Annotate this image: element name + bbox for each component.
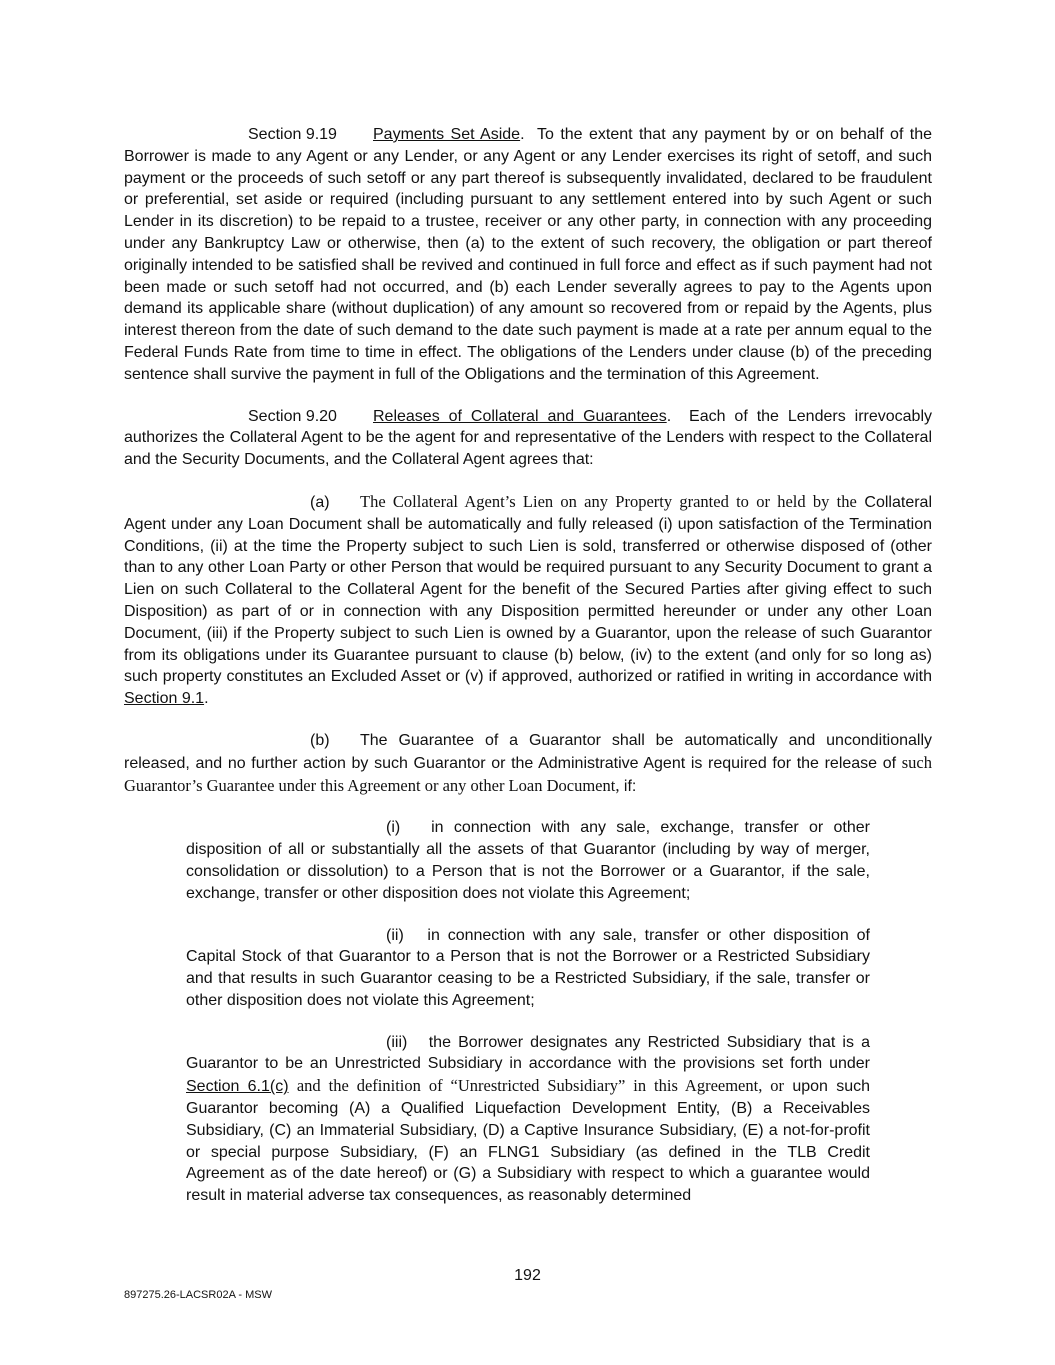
section-number: Section 9.20	[248, 407, 337, 425]
item-text-continued: upon such Guarantor becoming (A) a Qualified Liquefaction Development Entity, (B) a Receivables Subsidiary, (C) an Immaterial Subsidiary, (D) a Captive Insurance Subsidiary, (E) a not-for-profit or special purpose Subsidiary, (F) an FLNG1 Subsidiary (as defined in the TLB Credit Agreement as of the date hereof) or (G) a Subsidiary with respect to which a guarantee would result in material adverse tax consequences, as reasonably determined	[186, 1078, 870, 1205]
item-serif-text: and the definition of “Unrestricted Subsidiary” in this Agreement, or	[296, 1076, 785, 1096]
clause-text: The Guarantee of a Guarantor shall be automatically and unconditionally released, and no further action by such Guarantor or the Administrative Agent is required for the release of	[124, 731, 932, 772]
section-title: Releases of Collateral and Guarantees	[373, 407, 667, 425]
section-9-19-paragraph: Section 9.19 Payments Set Aside. To the extent that any payment by or on behalf of the Borrower is made to any Agent or any Lender, or any Agent or any Lender exercises its right of setoff, and such payment or the proceeds of such setoff or any part thereof is subsequently invalidated, declared to be fraudulent or preferential, set aside or required (including pursuant to any settlement entered into by such Agent or such Lender in its discretion) to be repaid to a trustee, receiver or any other party, in connection with any proceeding under any Bankruptcy Law or otherwise, then (a) to the extent of such recovery, the obligation or part thereof originally intended to be satisfied shall be revived and continued in full force and effect as if such payment had not been made or such setoff had not occurred, and (b) each Lender severally agrees to pay to the Agents upon demand its applicable share (without duplication) of any amount so recovered from or repaid by the Agents, plus interest thereon from the date of such demand to the date such payment is made at a rate per annum equal to the Federal Funds Rate from time to time in effect. The obligations of the Lenders under clause (b) of the preceding sentence shall survive the payment in full of the Obligations and the termination of this Agreement.	[124, 126, 933, 383]
clause-text: Collateral Agent under any Loan Document shall be automatically and fully released (i) upon satisfaction of the Termination Conditions, (ii) at the time the Property subject to such Lien is sold, transferred or otherwise disposed of (other than to any other Loan Party or other Person that would be required pursuant to any Security Document to grant a Lien on such Collateral to the Collateral Agent for the benefit of the Secured Parties after giving effect to such Disposition) as part of or in connection with any Disposition permitted hereunder or under any other Loan Document, (iii) if the Property subject to such Lien is owned by a Guarantor, upon the release of such Guarantor from its obligations under its Guarantee pursuant to clause (b) below, (iv) to the extent (and only for so long as) such property constitutes an Excluded Asset or (v) if approved, authorized or ratified in writing in accordance with	[124, 493, 932, 686]
section-text: To the extent that any payment by or on behalf of the Borrower is made to any Agent or any Lender, or any Agent or any Lender exercises its right of setoff, and such payment or the proceeds of such setoff or any part thereof is subsequently invalidated, declared to be fraudulent or preferential, set aside or required (including pursuant to any settlement entered into by such Agent or such Lender in its discretion) to be repaid to a trustee, receiver or any other party, in connection with any proceeding under any Bankruptcy Law or otherwise, then (a) to the extent of such recovery, the obligation or part thereof originally intended to be satisfied shall be revived and continued in full force and effect as if such payment had not been made or such setoff had not occurred, and (b) each Lender severally agrees to pay to the Agents upon demand its applicable share (without duplication) of any amount so recovered from or repaid by the Agents, plus interest thereon from the date of such demand to the date such payment is made at a rate per annum equal to the Federal Funds Rate from time to time in effect. The obligations of the Lenders under clause (b) of the preceding sentence shall survive the payment in full of the Obligations and the termination of this Agreement.	[124, 126, 933, 383]
section-9-20-paragraph: Section 9.20 Releases of Collateral and Guarantees. Each of the Lenders irrevocably authorizes the Collateral Agent to be the agent for and representative of the Lenders with respect to the Collateral and the Security Documents, and the Collateral Agent agrees that:	[124, 407, 932, 469]
page-number: 192	[514, 1267, 541, 1284]
clause-serif-text: such Guarantor’s Guarantee under this Agreement or any other Loan Document,	[124, 752, 932, 795]
item-ii-paragraph	[186, 925, 870, 1012]
item-text: in connection with any sale, transfer or other disposition of Capital Stock of that Guarantor to a Person that is not the Borrower or a Restricted Subsidiary and that results in such Guarantor ceasing to be a Restricted Subsidiary, if the sale, transfer or other disposition does not violate this Agreement;	[186, 926, 871, 1009]
cross-reference-link: Section 6.1(c)	[186, 1078, 289, 1096]
clause-b-paragraph: (b) The Guarantee of a Guarantor shall be automatically and unconditionally released, and no further action by such Guarantor or the Administrative Agent is required for the release of such Guarantor’s Guarantee under this Agreement or any other Loan Document, if:	[124, 731, 932, 795]
section-text: Each of the Lenders irrevocably authorizes the Collateral Agent to be the agent for and representative of the Lenders with respect to the Collateral and the Security Documents, and the Collateral Agent agrees that:	[124, 407, 932, 469]
document-id: 897275.26-LACSR02A - MSW	[124, 1289, 272, 1301]
cross-reference-link: Section 9.1	[124, 690, 205, 708]
item-text: the Borrower designates any Restricted Subsidiary that is a Guarantor to be an Unrestricted Subsidiary in accordance with the provisions set forth under	[186, 1033, 870, 1073]
item-i-paragraph	[186, 817, 870, 904]
clause-a-paragraph: (a) The Collateral Agent’s Lien on any Property granted to or held by the Collateral Agent under any Loan Document shall be automatically and fully released (i) upon satisfaction of the Termination Conditions, (ii) at the time the Property subject to such Lien is sold, transferred or otherwise disposed of (other than to any other Loan Party or other Person that would be required pursuant to any Security Document to grant a Lien on such Collateral to the Collateral Agent for the benefit of the Secured Parties after giving effect to such Disposition) as part of or in connection with any Disposition permitted hereunder or under any other Loan Document, (iii) if the Property subject to such Lien is owned by a Guarantor, upon the release of such Guarantor from its obligations under its Guarantee pursuant to clause (b) below, (iv) to the extent (and only for so long as) such property constitutes an Excluded Asset or (v) if approved, authorized or ratified in writing in accordance with Section 9.1.	[124, 491, 932, 708]
item-label: (i)	[386, 819, 401, 837]
item-iii-paragraph	[186, 1032, 870, 1207]
item-text: in connection with any sale, exchange, transfer or other disposition of all or substantially all the assets of that Guarantor (including by way of merger, consolidation or dissolution) to a Person that is not the Borrower or a Guarantor, if the sale, exchange, transfer or other disposition does not violate this Agreement;	[186, 819, 870, 902]
clause-label: (b)	[310, 731, 330, 749]
section-title: Payments Set Aside	[373, 126, 521, 143]
section-number: Section 9.19	[248, 126, 337, 143]
item-label: (iii)	[386, 1033, 408, 1051]
document-page	[124, 124, 932, 1207]
item-label: (ii)	[386, 926, 404, 944]
clause-lead-text: The Collateral Agent’s Lien on any Property granted to or held by the	[360, 491, 857, 511]
clause-label: (a)	[310, 493, 330, 511]
